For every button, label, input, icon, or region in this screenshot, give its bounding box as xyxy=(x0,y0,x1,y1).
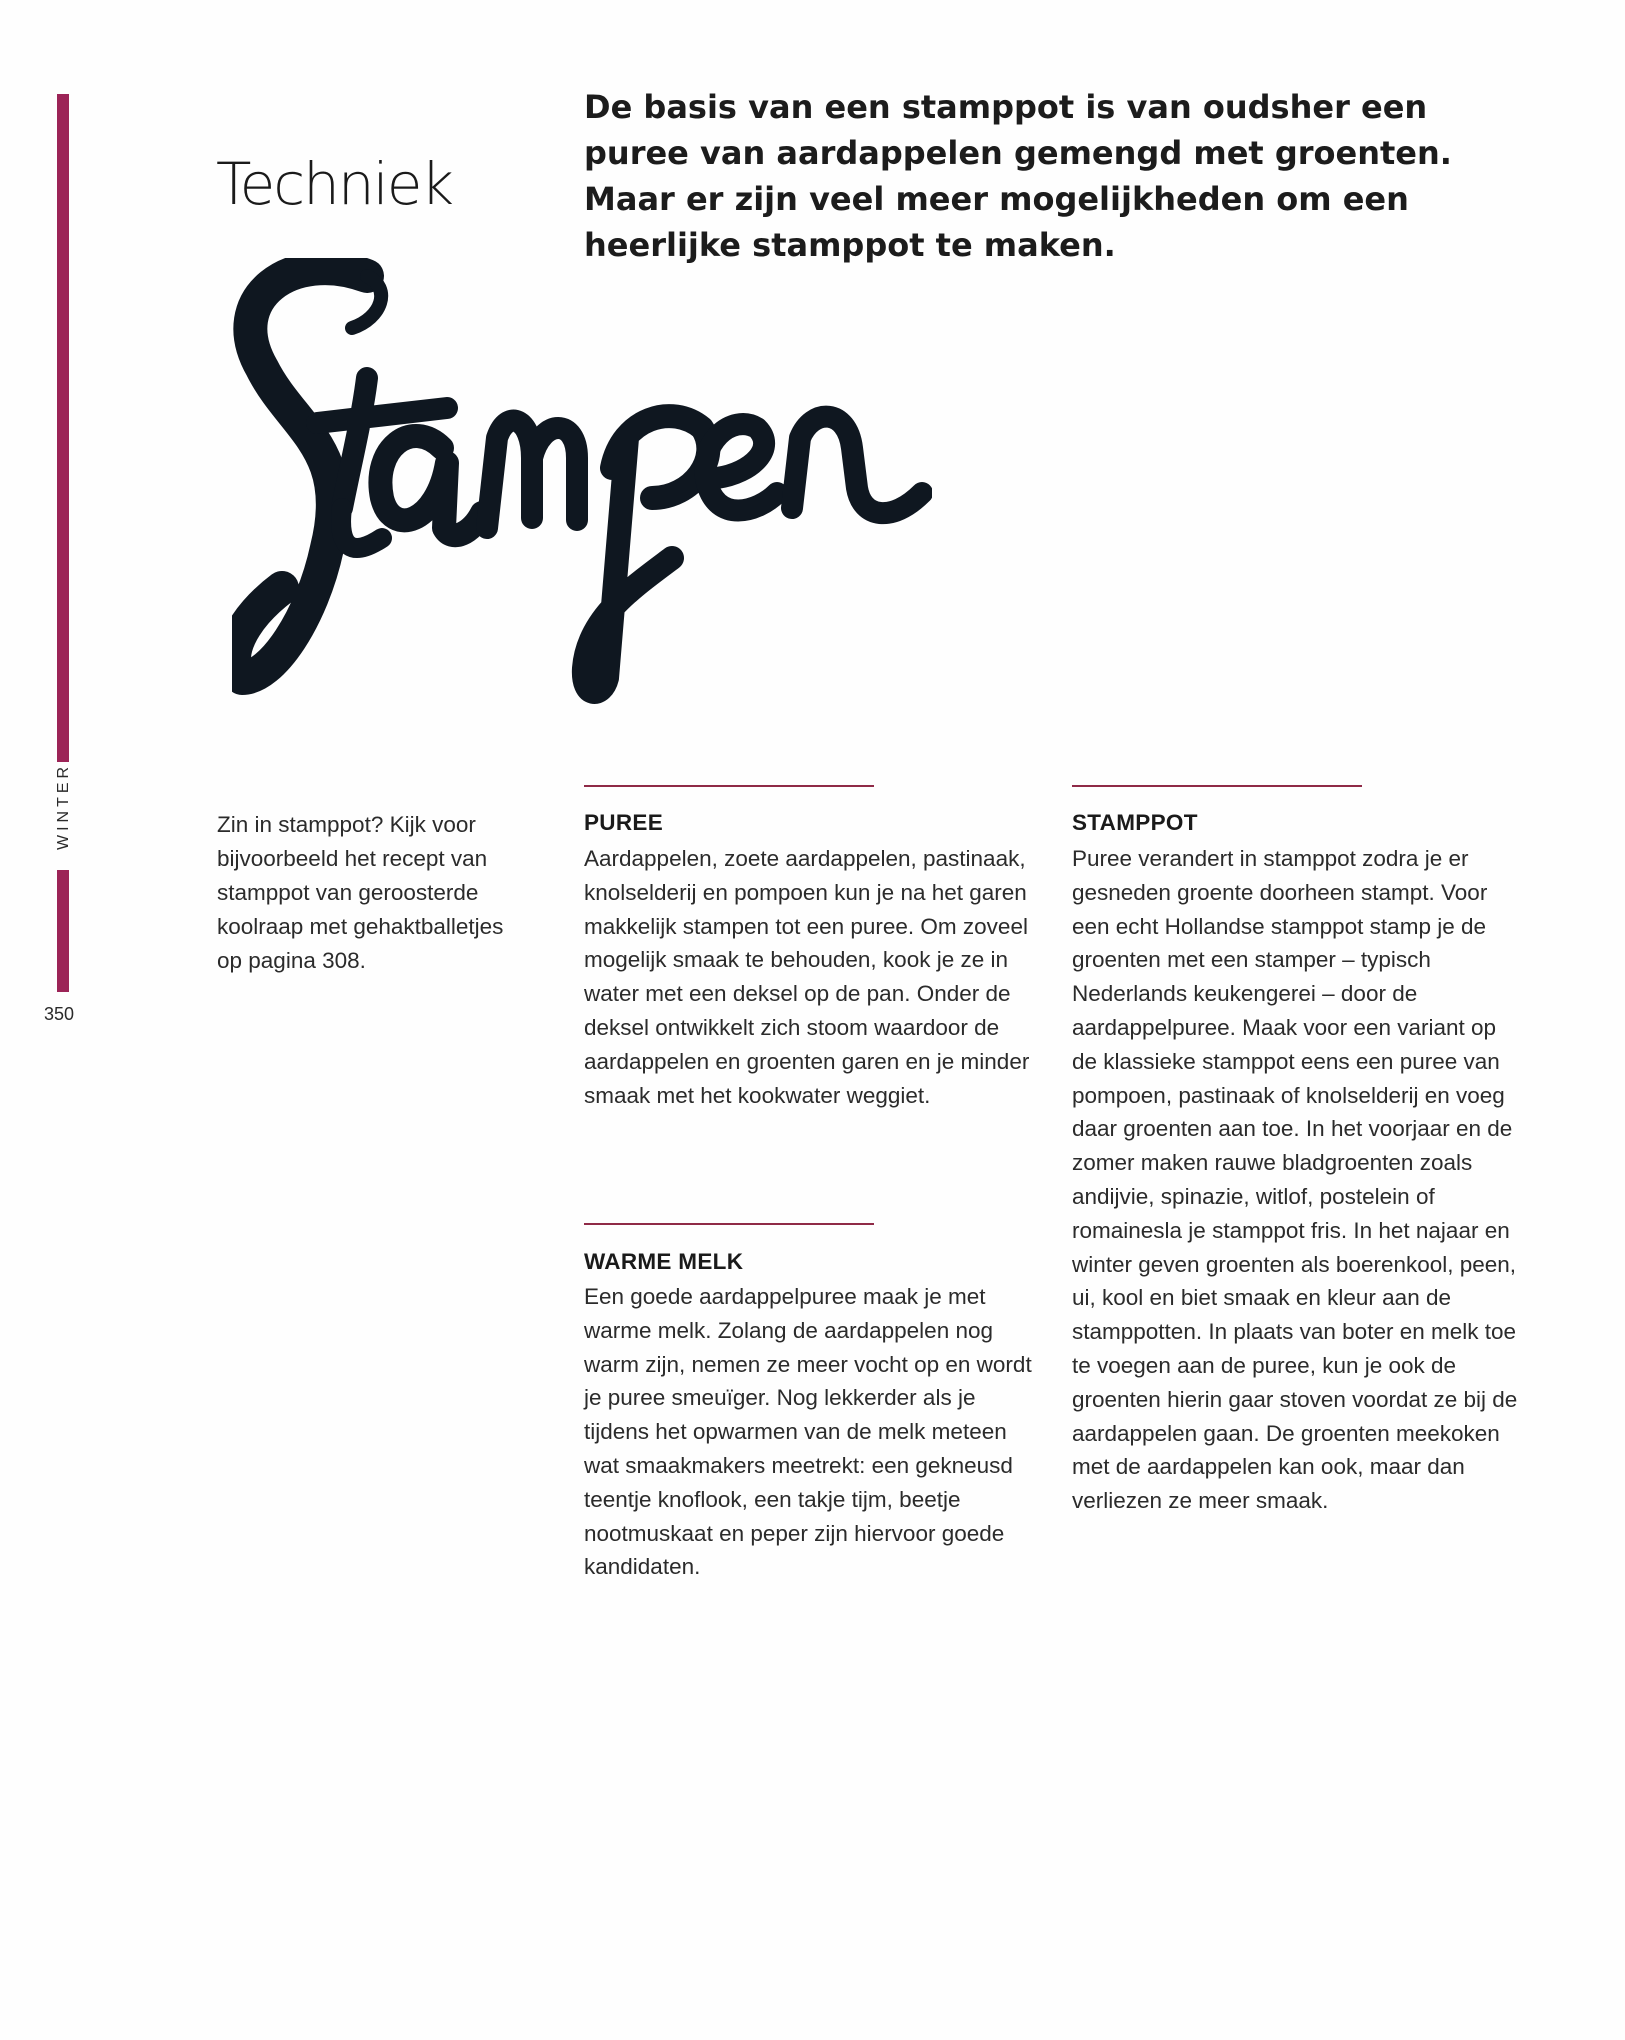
page-number: 350 xyxy=(44,1004,75,1024)
section-label: Techniek xyxy=(216,150,453,218)
section-heading-warme-melk: WARME MELK xyxy=(584,1249,744,1274)
rule-warme-melk xyxy=(584,1223,874,1225)
rule-stamppot xyxy=(1072,785,1362,787)
sidebar-note: Zin in stamppot? Kijk voor bijvoorbeeld het recept van stamppot van geroosterde koolraap met gehaktballetjes op pagina 308. xyxy=(217,812,504,973)
section-body-puree: Aardappelen, zoete aardappelen, pastinaak, knolselderij en pompoen kun je na het garen makkelijk stampen tot een puree. Om zoveel mogelijk smaak te behouden, kook je ze in water met een deksel op de pan. Onder de deksel ontwikkelt zich stoom waardoor de aardappelen en groenten garen en je minder smaak met het kookwater weggiet. xyxy=(584,846,1030,1108)
rule-puree xyxy=(584,785,874,787)
title-lettering xyxy=(232,258,932,718)
section-body-warme-melk: Een goede aardappelpuree maak je met warme melk. Zolang de aardappelen nog warm zijn, nemen ze meer vocht op en wordt je puree smeuïger. Nog lekkerder als je tijdens het opwarmen van de melk meteen wat smaakmakers meetrekt: een gekneusd teentje knoflook, een takje tijm, beetje nootmuskaat en peper zijn hiervoor goede kandidaten. xyxy=(584,1284,1032,1580)
section-body-stamppot: Puree verandert in stamppot zodra je er gesneden groente doorheen stampt. Voor een echt Hollandse stamppot stamp je de groenten met een stamper – typisch Nederlands keukengerei – door de aardappelpuree. Maak voor een variant op de klassieke stamppot eens een puree van pompoen, pastinaak of knolselderij en voeg daar groenten aan toe. In het voorjaar en de zomer maken rauwe bladgroenten zoals andijvie, spinazie, witlof, postelein of romainesla je stamppot fris. In het najaar en winter geven groenten als boerenkool, peen, ui, kool en biet smaak en kleur aan de stamppotten. In plaats van boter en melk toe te voegen aan de puree, kun je ook de groenten hierin gaar stoven voordat ze bij de aardappelen gaan. De groenten meekoken met de aardappelen kan ook, maar dan verliezen ze meer smaak. xyxy=(1072,846,1518,1514)
side-label: WINTER xyxy=(55,762,72,850)
section-heading-puree: PUREE xyxy=(584,810,664,835)
intro-text: De basis van een stamppot is van oudsher een puree van aardappelen gemengd met groenten. Maar er zijn veel meer mogelijkheden om een heerlijke stamppot te maken. xyxy=(584,88,1452,264)
section-heading-stamppot: STAMPPOT xyxy=(1072,810,1198,835)
accent-bar-top xyxy=(57,94,69,762)
accent-bar-bottom xyxy=(57,870,69,992)
